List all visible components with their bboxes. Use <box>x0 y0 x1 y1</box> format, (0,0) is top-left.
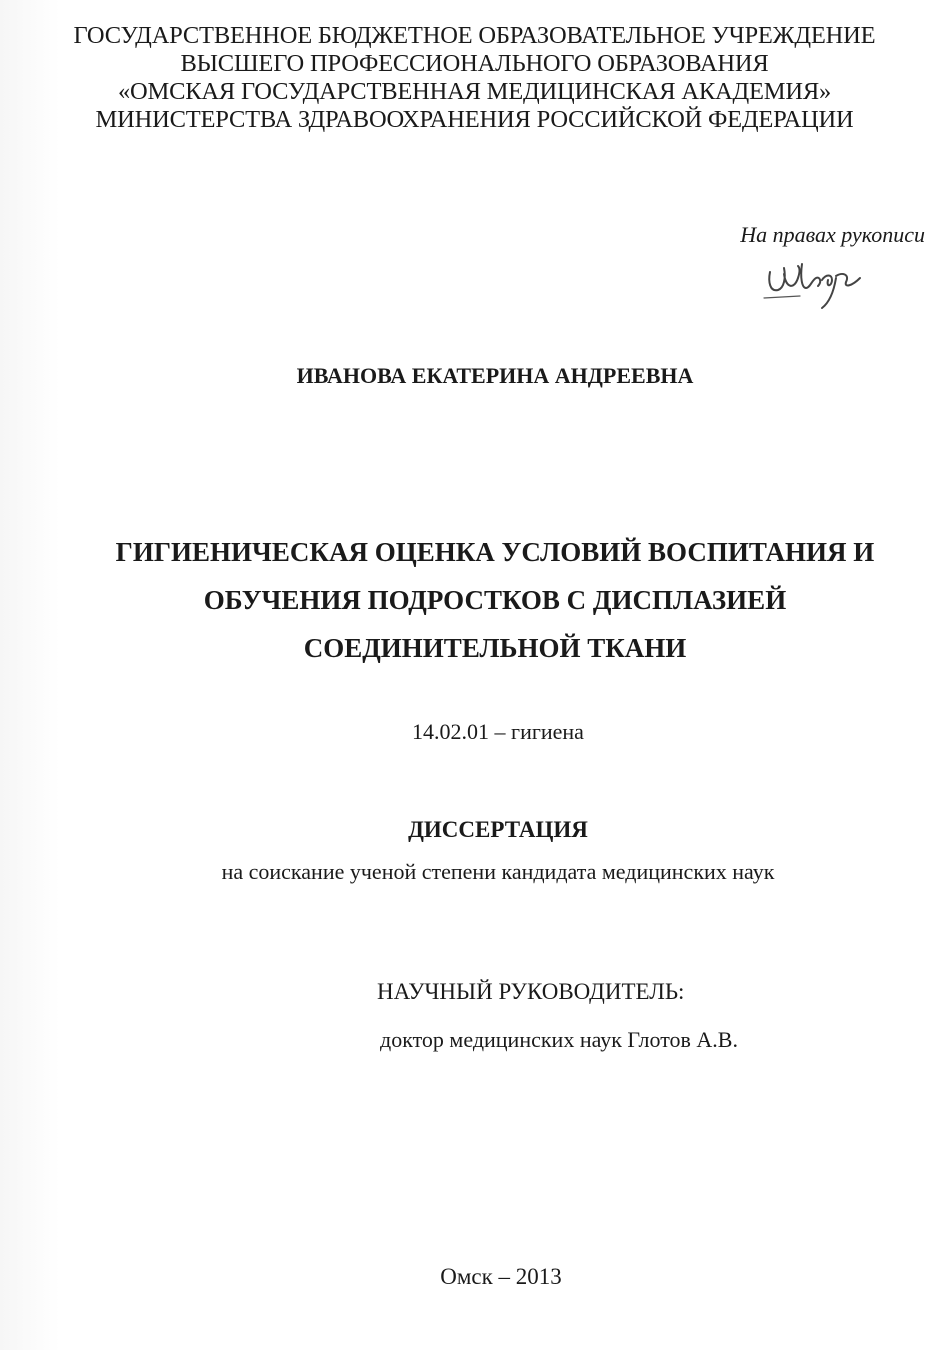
scan-margin-shadow <box>0 0 60 1350</box>
supervisor-name: доктор медицинских наук Глотов А.В. <box>380 1027 738 1052</box>
institution-line: МИНИСТЕРСТВА ЗДРАВООХРАНЕНИЯ РОССИЙСКОЙ ФЕДЕРАЦИИ <box>95 106 854 133</box>
dissertation-title <box>0 528 949 672</box>
author-name: ИВАНОВА ЕКАТЕРИНА АНДРЕЕВНА <box>296 363 694 388</box>
institution-line: ГОСУДАРСТВЕННОЕ БЮДЖЕТНОЕ ОБРАЗОВАТЕЛЬНОЕ УЧРЕЖДЕНИЕ <box>73 22 876 49</box>
institution-line: ВЫСШЕГО ПРОФЕССИОНАЛЬНОГО ОБРАЗОВАНИЯ <box>180 50 769 77</box>
handwritten-signature <box>760 250 870 320</box>
institution-header <box>0 22 949 134</box>
title-line: ГИГИЕНИЧЕСКАЯ ОЦЕНКА УСЛОВИЙ ВОСПИТАНИЯ И <box>115 537 875 567</box>
supervisor-heading: НАУЧНЫЙ РУКОВОДИТЕЛЬ: <box>377 979 685 1004</box>
specialty-code: 14.02.01 – гигиена <box>412 719 584 744</box>
manuscript-note: На правах рукописи <box>740 222 925 247</box>
institution-line: «ОМСКАЯ ГОСУДАРСТВЕННАЯ МЕДИЦИНСКАЯ АКАДЕМИЯ» <box>117 78 832 105</box>
degree-purpose: на соискание ученой степени кандидата медицинских наук <box>221 859 775 884</box>
document-type: ДИССЕРТАЦИЯ <box>408 817 588 842</box>
title-line: ОБУЧЕНИЯ ПОДРОСТКОВ С ДИСПЛАЗИЕЙ <box>203 585 787 615</box>
title-line: СОЕДИНИТЕЛЬНОЙ ТКАНИ <box>303 633 687 663</box>
city-year: Омск – 2013 <box>440 1264 562 1289</box>
